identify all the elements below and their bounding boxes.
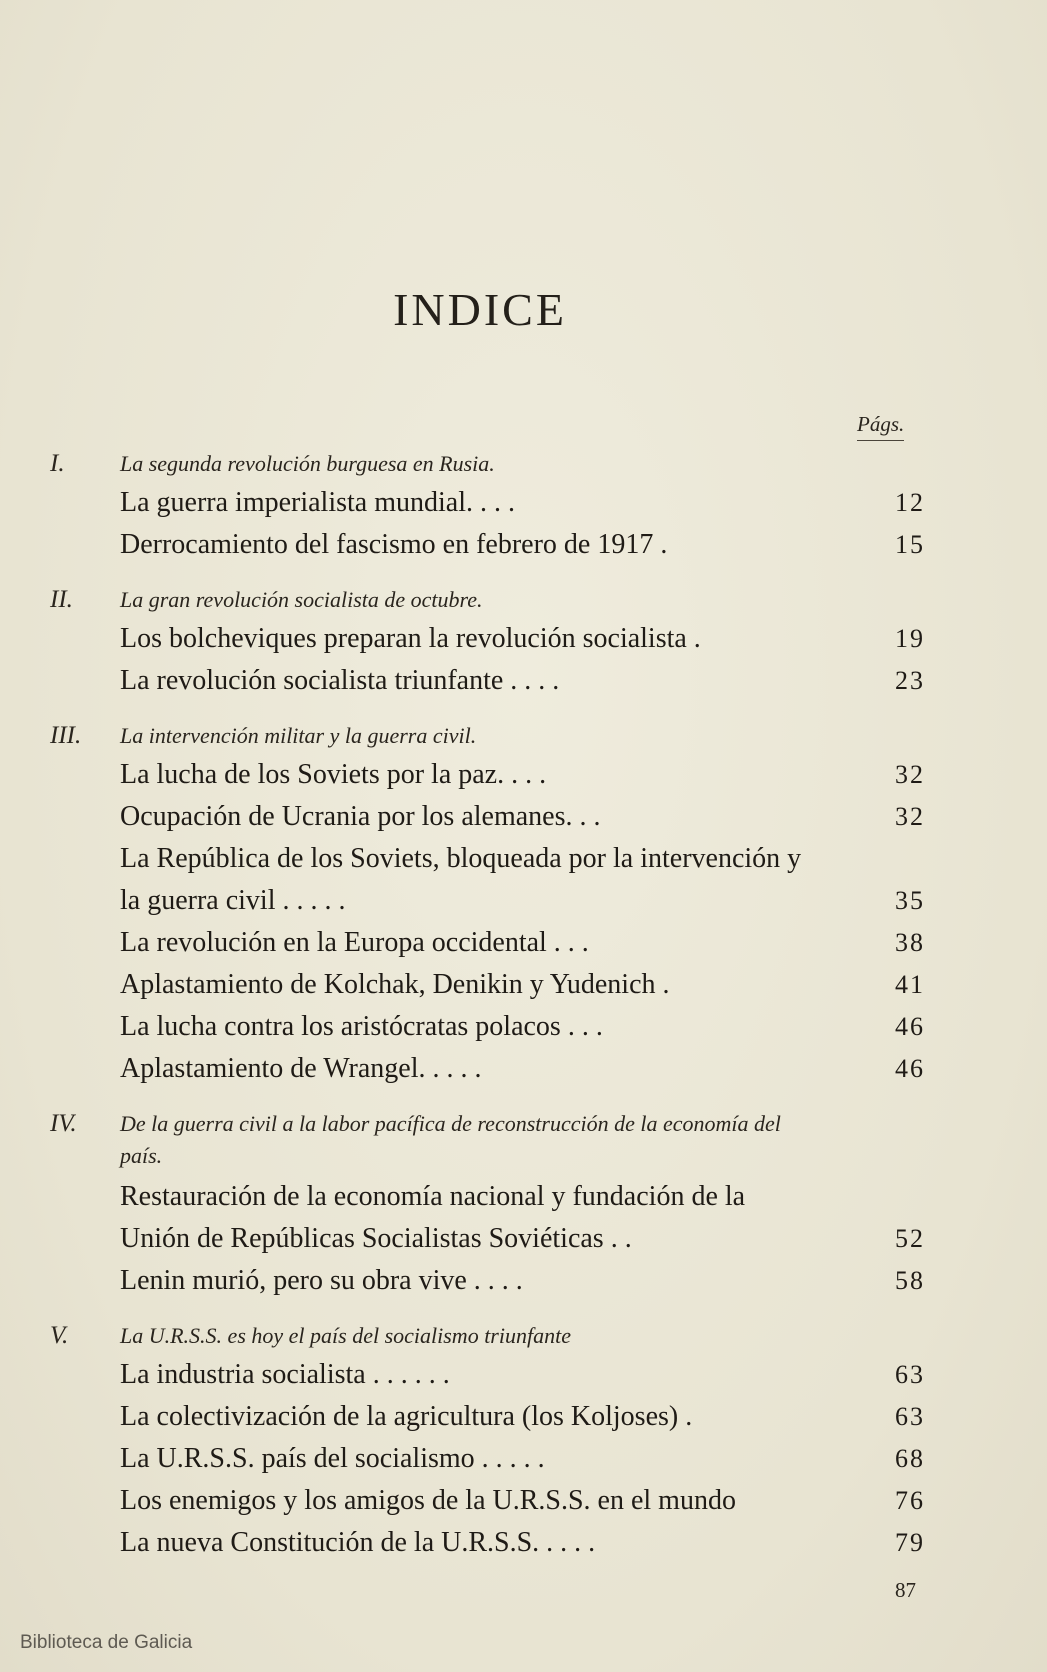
toc-section — [0, 1106, 1047, 1302]
entry-title: Los enemigos y los amigos de la U.R.S.S. en el mundo — [120, 1485, 736, 1516]
entry-page: 76 — [895, 1486, 925, 1515]
entry-title: Los bolcheviques preparan la revolución socialista . — [120, 623, 701, 654]
toc-entry — [120, 838, 1047, 922]
entry-page: 79 — [895, 1528, 925, 1557]
toc-entry — [120, 524, 1047, 566]
toc-entry — [120, 660, 1047, 702]
toc-entry — [120, 1396, 1047, 1438]
entry-title: La guerra imperialista mundial. . . . — [120, 487, 515, 518]
section-title: La segunda revolución burguesa en Rusia. — [120, 451, 495, 476]
entry-page: 41 — [895, 970, 925, 999]
entry-title: La colectivización de la agricultura (los Koljoses) . — [120, 1401, 693, 1432]
entry-page: 46 — [895, 1054, 925, 1083]
toc-entry — [120, 1260, 1047, 1302]
section-number: I. — [50, 450, 65, 477]
entry-page: 32 — [895, 760, 925, 789]
toc-entry — [120, 618, 1047, 660]
entry-title: La industria socialista . . . . . . — [120, 1359, 450, 1390]
toc-section — [0, 1318, 1047, 1564]
library-watermark: Biblioteca de Galicia — [20, 1632, 193, 1653]
entry-page: 63 — [895, 1402, 925, 1431]
entry-title: Restauración de la economía nacional y fundación de la Unión de Repúblicas Socialistas Soviéticas . . — [120, 1181, 746, 1254]
entry-page: 12 — [895, 488, 925, 517]
entry-page: 38 — [895, 928, 925, 957]
section-title: La intervención militar y la guerra civil. — [120, 723, 477, 748]
toc-entry — [120, 922, 1047, 964]
entry-page: 15 — [895, 530, 925, 559]
entry-page: 32 — [895, 802, 925, 831]
entry-title: Derrocamiento del fascismo en febrero de 1917 . — [120, 529, 668, 560]
section-number: IV. — [50, 1110, 77, 1137]
entry-page: 68 — [895, 1444, 925, 1473]
section-heading — [0, 1106, 1047, 1176]
section-title: De la guerra civil a la labor pacífica de reconstrucción de la economía del país. — [120, 1111, 781, 1168]
entry-title: La revolución socialista triunfante . . . . — [120, 665, 560, 696]
pages-column-header: Págs. — [857, 412, 904, 441]
entry-page: 23 — [895, 666, 925, 695]
entry-page: 46 — [895, 1012, 925, 1041]
toc-entry — [120, 754, 1047, 796]
toc-entry — [120, 1176, 1047, 1260]
toc-entry — [120, 1006, 1047, 1048]
entry-title: La nueva Constitución de la U.R.S.S. . . . . — [120, 1527, 596, 1558]
entry-title: La revolución en la Europa occidental . . . — [120, 927, 589, 958]
entry-title: Lenin murió, pero su obra vive . . . . — [120, 1265, 523, 1296]
entry-title: La U.R.S.S. país del socialismo . . . . . — [120, 1443, 545, 1474]
toc-section — [0, 718, 1047, 1090]
table-of-contents — [0, 446, 1047, 1580]
section-title: La gran revolución socialista de octubre. — [120, 587, 483, 612]
section-heading — [0, 718, 1047, 754]
toc-section — [0, 446, 1047, 566]
toc-entry — [120, 1048, 1047, 1090]
toc-entry — [120, 1438, 1047, 1480]
section-heading — [0, 1318, 1047, 1354]
toc-entry — [120, 1522, 1047, 1564]
toc-entry — [120, 1480, 1047, 1522]
entry-page: 19 — [895, 624, 925, 653]
section-heading — [0, 446, 1047, 482]
entry-page: 63 — [895, 1360, 925, 1389]
entry-title: La República de los Soviets, bloqueada por la intervención y la guerra civil . . . . . — [120, 843, 802, 916]
toc-entry — [120, 796, 1047, 838]
entry-page: 58 — [895, 1266, 925, 1295]
entry-title: Aplastamiento de Kolchak, Denikin y Yudenich . — [120, 969, 670, 1000]
toc-section — [0, 582, 1047, 702]
entry-title: La lucha contra los aristócratas polacos . . . — [120, 1011, 603, 1042]
entry-title: La lucha de los Soviets por la paz. . . . — [120, 759, 547, 790]
section-number: V. — [50, 1322, 69, 1349]
section-number: II. — [50, 586, 73, 613]
toc-entry — [120, 964, 1047, 1006]
entry-page: 52 — [895, 1224, 925, 1253]
page-number: 87 — [895, 1578, 916, 1602]
toc-entry — [120, 482, 1047, 524]
entry-page: 35 — [895, 886, 925, 915]
section-title: La U.R.S.S. es hoy el país del socialismo triunfante — [120, 1323, 571, 1348]
section-heading — [0, 582, 1047, 618]
entry-title: Aplastamiento de Wrangel. . . . . — [120, 1053, 482, 1084]
entry-title: Ocupación de Ucrania por los alemanes. . . — [120, 801, 601, 832]
page-title: INDICE — [393, 284, 567, 335]
section-number: III. — [50, 722, 82, 749]
toc-entry — [120, 1354, 1047, 1396]
